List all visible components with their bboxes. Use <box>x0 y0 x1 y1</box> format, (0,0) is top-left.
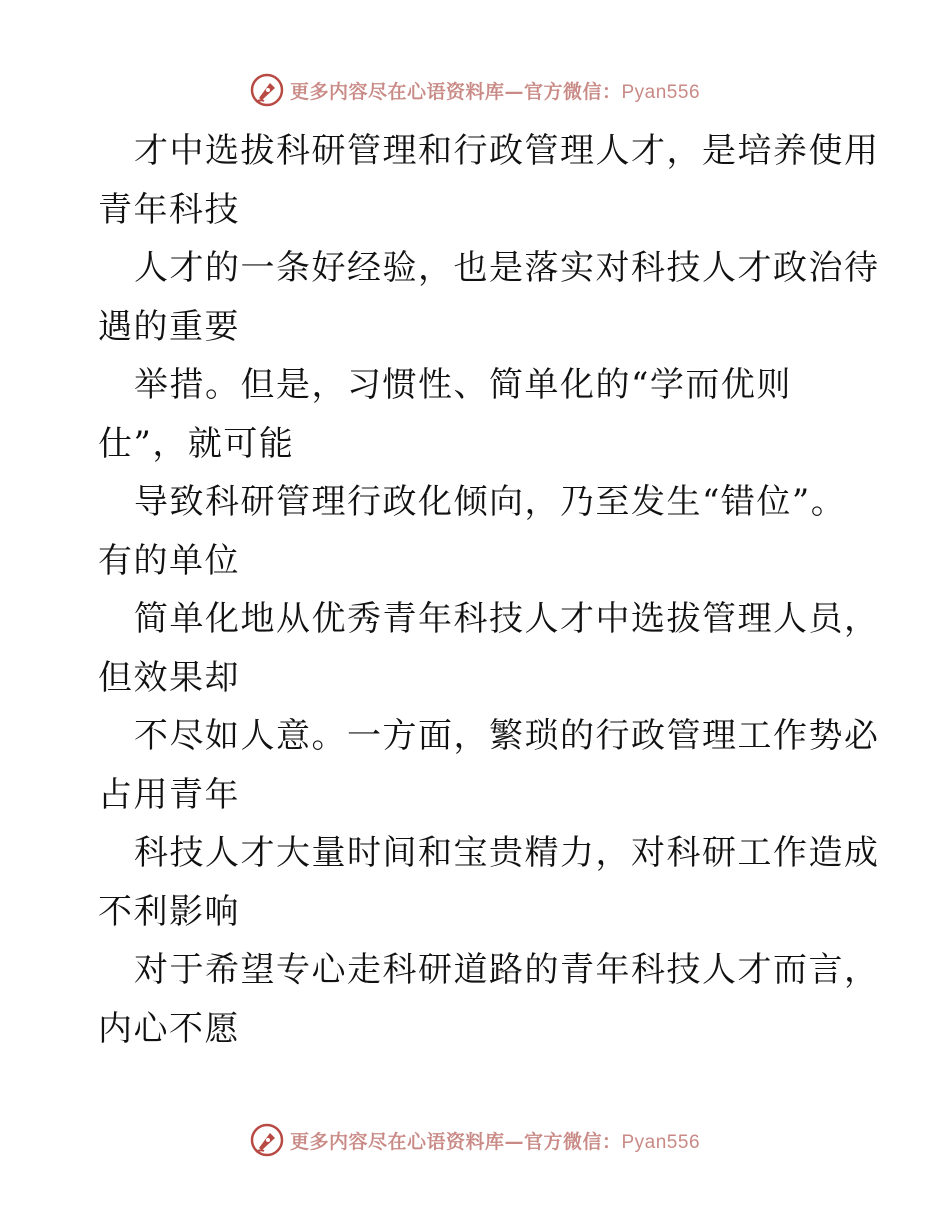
body-line: 遇的重要 <box>98 306 240 347</box>
body-line: 简单化地从优秀青年科技人才中选拔管理人员， <box>134 599 880 639</box>
body-line: 导致科研管理行政化倾向，乃至发生“错位”。 <box>134 482 847 522</box>
body-line: 青年科技 <box>98 189 240 230</box>
body-line: 举措。但是，习惯性、简单化的“学而优则 <box>134 365 792 405</box>
body-line: 才中选拔科研管理和行政管理人才，是培养使用 <box>134 131 880 171</box>
footer-banner-text <box>290 1127 700 1154</box>
header-banner-label: 更多内容尽在心语资料库—官方微信： <box>289 80 622 103</box>
body-line: 科技人才大量时间和宝贵精力，对科研工作造成 <box>134 833 880 873</box>
body-line: 占用青年 <box>98 774 240 815</box>
header-banner-text <box>290 77 700 104</box>
pen-nib-logo-icon <box>250 1123 284 1157</box>
footer-banner-label: 更多内容尽在心语资料库—官方微信： <box>289 1130 622 1153</box>
footer-banner-handle: Pyan556 <box>621 1131 701 1153</box>
body-line: 不尽如人意。一方面，繁琐的行政管理工作势必 <box>134 716 880 756</box>
body-line: 有的单位 <box>98 540 240 581</box>
body-line: 对于希望专心走科研道路的青年科技人才而言， <box>134 950 880 990</box>
body-line: 人才的一条好经验，也是落实对科技人才政治待 <box>134 248 880 288</box>
pen-nib-logo-icon <box>250 73 284 107</box>
body-line: 但效果却 <box>98 657 240 698</box>
document-body <box>98 122 880 1058</box>
body-line: 内心不愿 <box>98 1008 240 1049</box>
footer-banner <box>0 1120 950 1160</box>
header-banner-handle: Pyan556 <box>621 81 701 103</box>
body-line: 不利影响 <box>98 891 240 932</box>
body-line: 仕”，就可能 <box>98 423 295 464</box>
header-banner <box>0 70 950 110</box>
